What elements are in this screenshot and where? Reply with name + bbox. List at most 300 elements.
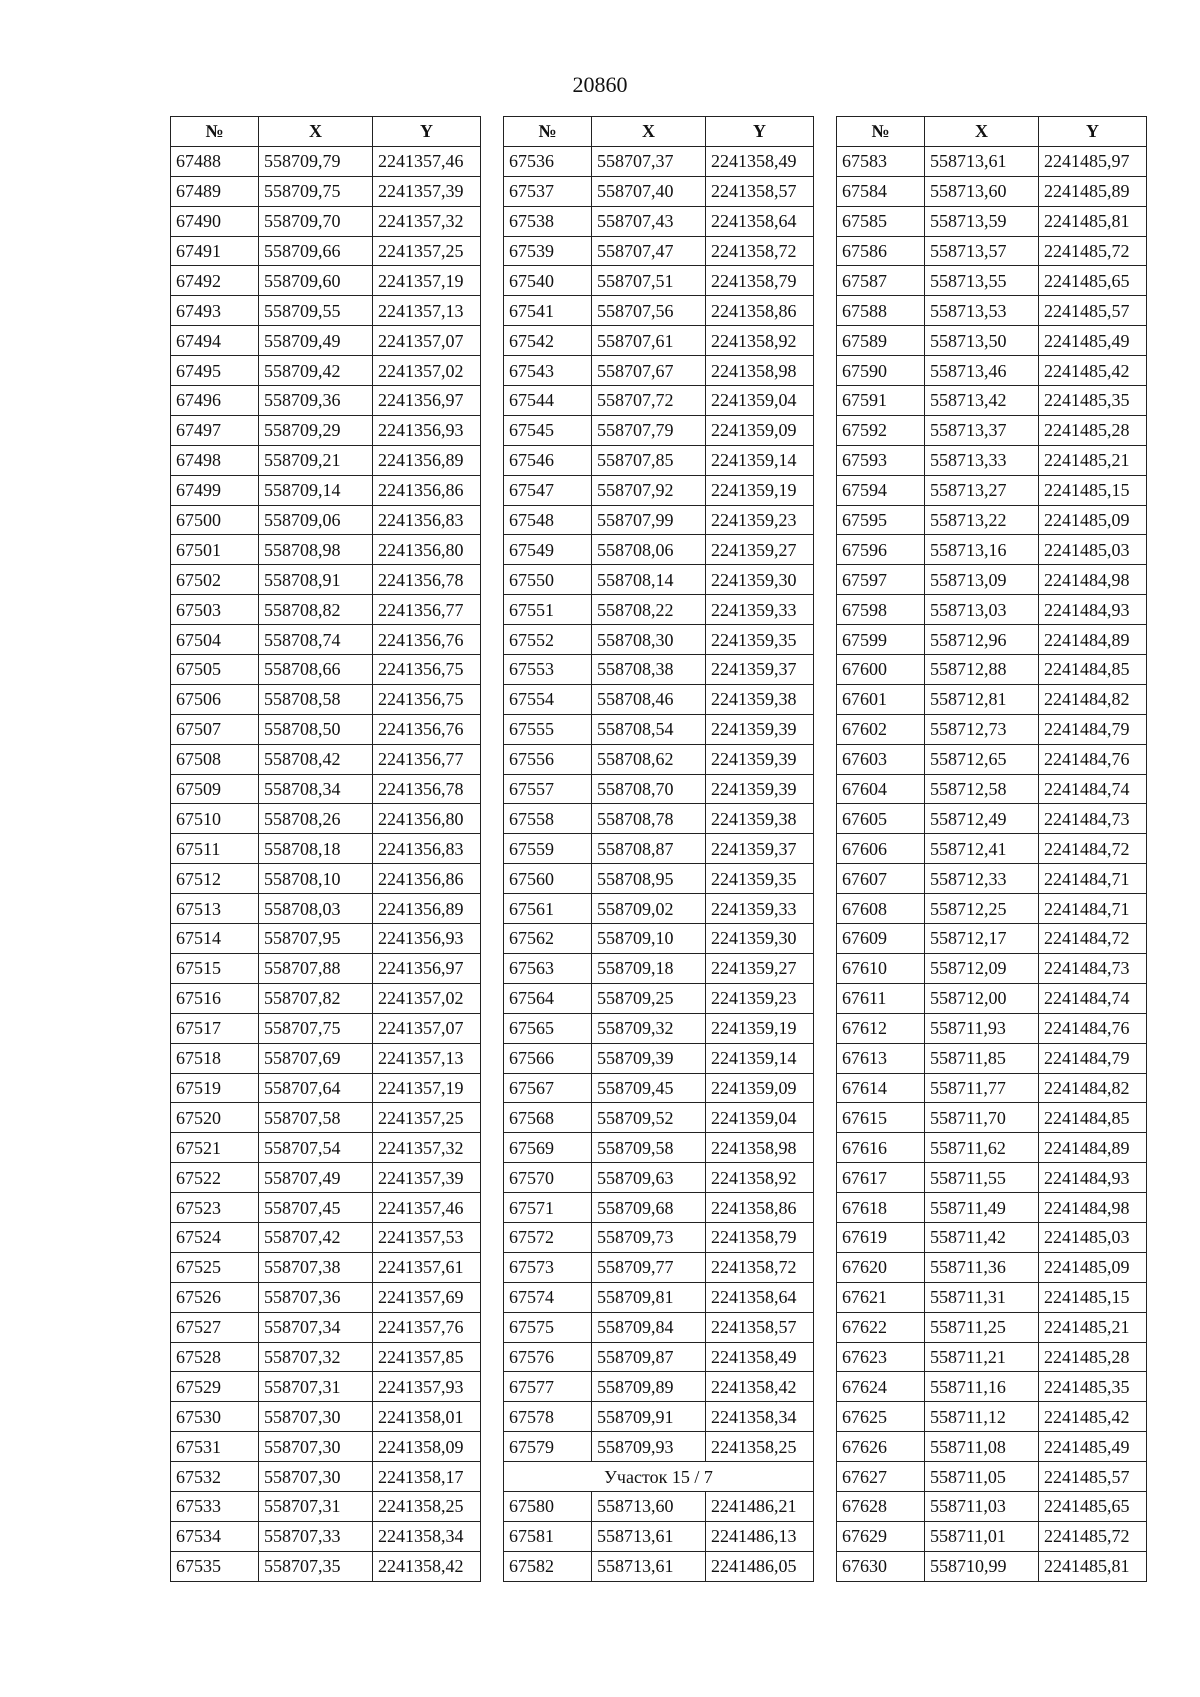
cell-y: 2241359,37 — [706, 655, 814, 685]
cell-x: 558708,50 — [259, 714, 373, 744]
cell-number: 67553 — [504, 655, 592, 685]
cell-x: 558709,81 — [592, 1282, 706, 1312]
cell-x: 558713,61 — [925, 146, 1039, 176]
cell-x: 558708,87 — [592, 834, 706, 864]
cell-y: 2241484,98 — [1039, 565, 1147, 595]
table-row — [504, 1163, 814, 1193]
cell-number: 67572 — [504, 1222, 592, 1252]
cell-y: 2241359,14 — [706, 1043, 814, 1073]
cell-number: 67497 — [171, 415, 259, 445]
header-x: X — [259, 117, 373, 147]
cell-y: 2241485,42 — [1039, 356, 1147, 386]
table-row — [837, 1551, 1147, 1581]
cell-x: 558713,61 — [592, 1521, 706, 1551]
cell-number: 67568 — [504, 1103, 592, 1133]
cell-number: 67564 — [504, 983, 592, 1013]
table-row — [171, 894, 481, 924]
cell-y: 2241358,92 — [706, 1163, 814, 1193]
cell-y: 2241356,78 — [373, 774, 481, 804]
cell-x: 558708,22 — [592, 595, 706, 625]
table-row — [504, 445, 814, 475]
cell-x: 558708,66 — [259, 655, 373, 685]
cell-x: 558708,30 — [592, 625, 706, 655]
table-row — [504, 206, 814, 236]
cell-x: 558707,64 — [259, 1073, 373, 1103]
cell-number: 67615 — [837, 1103, 925, 1133]
cell-number: 67504 — [171, 625, 259, 655]
table-row — [504, 834, 814, 864]
table-row — [837, 655, 1147, 685]
cell-x: 558710,99 — [925, 1551, 1039, 1581]
cell-y: 2241484,73 — [1039, 953, 1147, 983]
table-row — [171, 386, 481, 416]
cell-x: 558711,85 — [925, 1043, 1039, 1073]
cell-number: 67570 — [504, 1163, 592, 1193]
table-row — [837, 266, 1147, 296]
cell-y: 2241484,76 — [1039, 1013, 1147, 1043]
table-row — [504, 565, 814, 595]
cell-number: 67620 — [837, 1252, 925, 1282]
table-row — [504, 1342, 814, 1372]
cell-number: 67513 — [171, 894, 259, 924]
cell-number: 67611 — [837, 983, 925, 1013]
table-header-row — [504, 117, 814, 147]
cell-number: 67574 — [504, 1282, 592, 1312]
cell-y: 2241358,25 — [373, 1491, 481, 1521]
cell-number: 67593 — [837, 445, 925, 475]
cell-number: 67594 — [837, 475, 925, 505]
cell-x: 558709,58 — [592, 1133, 706, 1163]
cell-x: 558708,54 — [592, 714, 706, 744]
cell-number: 67522 — [171, 1163, 259, 1193]
coordinates-table-1 — [170, 116, 481, 1582]
cell-number: 67573 — [504, 1252, 592, 1282]
cell-number: 67499 — [171, 475, 259, 505]
cell-y: 2241358,92 — [706, 326, 814, 356]
table-row — [837, 445, 1147, 475]
cell-x: 558711,55 — [925, 1163, 1039, 1193]
cell-number: 67521 — [171, 1133, 259, 1163]
table-row — [837, 565, 1147, 595]
cell-x: 558709,68 — [592, 1193, 706, 1223]
table-row — [504, 983, 814, 1013]
cell-y: 2241357,25 — [373, 236, 481, 266]
table-row — [837, 744, 1147, 774]
header-number: № — [171, 117, 259, 147]
table-row — [171, 565, 481, 595]
cell-y: 2241359,33 — [706, 894, 814, 924]
table-row — [837, 1462, 1147, 1492]
table-row — [504, 1133, 814, 1163]
table-row — [837, 1521, 1147, 1551]
cell-number: 67510 — [171, 804, 259, 834]
table-row — [837, 1103, 1147, 1133]
cell-x: 558708,95 — [592, 864, 706, 894]
cell-number: 67552 — [504, 625, 592, 655]
cell-y: 2241359,38 — [706, 804, 814, 834]
table-row — [504, 535, 814, 565]
cell-number: 67617 — [837, 1163, 925, 1193]
cell-y: 2241485,65 — [1039, 266, 1147, 296]
cell-number: 67529 — [171, 1372, 259, 1402]
table-row — [171, 684, 481, 714]
cell-number: 67537 — [504, 176, 592, 206]
table-row — [171, 445, 481, 475]
header-number: № — [837, 117, 925, 147]
cell-number: 67626 — [837, 1432, 925, 1462]
cell-x: 558711,03 — [925, 1491, 1039, 1521]
cell-y: 2241356,78 — [373, 565, 481, 595]
cell-number: 67534 — [171, 1521, 259, 1551]
table-row — [837, 625, 1147, 655]
cell-x: 558708,26 — [259, 804, 373, 834]
table-row — [504, 386, 814, 416]
table-row — [837, 1222, 1147, 1252]
cell-x: 558713,27 — [925, 475, 1039, 505]
table-row — [504, 415, 814, 445]
cell-y: 2241484,72 — [1039, 834, 1147, 864]
cell-x: 558712,41 — [925, 834, 1039, 864]
cell-x: 558713,53 — [925, 296, 1039, 326]
table-row — [837, 953, 1147, 983]
cell-x: 558707,69 — [259, 1043, 373, 1073]
table-row — [171, 804, 481, 834]
table-row — [171, 595, 481, 625]
cell-y: 2241357,61 — [373, 1252, 481, 1282]
cell-number: 67549 — [504, 535, 592, 565]
table-row — [837, 1043, 1147, 1073]
cell-number: 67514 — [171, 924, 259, 954]
header-x: X — [925, 117, 1039, 147]
table-row — [171, 415, 481, 445]
table-header-row — [171, 117, 481, 147]
cell-y: 2241484,93 — [1039, 595, 1147, 625]
cell-number: 67503 — [171, 595, 259, 625]
cell-number: 67583 — [837, 146, 925, 176]
cell-x: 558707,85 — [592, 445, 706, 475]
cell-x: 558707,30 — [259, 1432, 373, 1462]
cell-x: 558709,89 — [592, 1372, 706, 1402]
cell-y: 2241485,57 — [1039, 296, 1147, 326]
cell-x: 558707,82 — [259, 983, 373, 1013]
cell-y: 2241357,93 — [373, 1372, 481, 1402]
cell-y: 2241358,72 — [706, 1252, 814, 1282]
table-row — [504, 1222, 814, 1252]
cell-y: 2241359,23 — [706, 505, 814, 535]
cell-x: 558708,18 — [259, 834, 373, 864]
cell-x: 558713,42 — [925, 386, 1039, 416]
cell-y: 2241359,39 — [706, 714, 814, 744]
cell-y: 2241358,79 — [706, 1222, 814, 1252]
cell-x: 558712,73 — [925, 714, 1039, 744]
cell-y: 2241358,17 — [373, 1462, 481, 1492]
cell-number: 67606 — [837, 834, 925, 864]
cell-y: 2241356,76 — [373, 625, 481, 655]
table-row — [837, 774, 1147, 804]
cell-number: 67530 — [171, 1402, 259, 1432]
cell-x: 558713,55 — [925, 266, 1039, 296]
table-row — [504, 236, 814, 266]
cell-number: 67586 — [837, 236, 925, 266]
table-row — [504, 1043, 814, 1073]
cell-x: 558709,42 — [259, 356, 373, 386]
table-row — [504, 475, 814, 505]
cell-number: 67579 — [504, 1432, 592, 1462]
table-row — [837, 356, 1147, 386]
cell-x: 558711,12 — [925, 1402, 1039, 1432]
table-row — [837, 924, 1147, 954]
table-row — [504, 1372, 814, 1402]
cell-y: 2241359,27 — [706, 535, 814, 565]
cell-y: 2241358,86 — [706, 1193, 814, 1223]
cell-number: 67496 — [171, 386, 259, 416]
cell-y: 2241484,74 — [1039, 983, 1147, 1013]
cell-number: 67509 — [171, 774, 259, 804]
cell-number: 67550 — [504, 565, 592, 595]
cell-y: 2241357,46 — [373, 146, 481, 176]
cell-number: 67614 — [837, 1073, 925, 1103]
cell-number: 67494 — [171, 326, 259, 356]
cell-y: 2241485,15 — [1039, 475, 1147, 505]
cell-number: 67557 — [504, 774, 592, 804]
cell-number: 67585 — [837, 206, 925, 236]
cell-x: 558709,29 — [259, 415, 373, 445]
table-row — [837, 804, 1147, 834]
cell-number: 67517 — [171, 1013, 259, 1043]
cell-number: 67571 — [504, 1193, 592, 1223]
cell-y: 2241359,19 — [706, 1013, 814, 1043]
cell-y: 2241358,98 — [706, 1133, 814, 1163]
cell-y: 2241359,19 — [706, 475, 814, 505]
cell-x: 558712,88 — [925, 655, 1039, 685]
cell-y: 2241485,57 — [1039, 1462, 1147, 1492]
table-row — [504, 1432, 814, 1462]
table-row — [171, 1193, 481, 1223]
table-row — [837, 1342, 1147, 1372]
cell-y: 2241484,85 — [1039, 655, 1147, 685]
cell-number: 67501 — [171, 535, 259, 565]
cell-number: 67609 — [837, 924, 925, 954]
cell-x: 558713,33 — [925, 445, 1039, 475]
cell-y: 2241358,86 — [706, 296, 814, 326]
cell-number: 67597 — [837, 565, 925, 595]
cell-y: 2241357,32 — [373, 206, 481, 236]
cell-number: 67624 — [837, 1372, 925, 1402]
table-row — [504, 1252, 814, 1282]
cell-y: 2241485,89 — [1039, 176, 1147, 206]
table-header-row — [837, 117, 1147, 147]
table-row — [171, 1342, 481, 1372]
cell-x: 558709,18 — [592, 953, 706, 983]
cell-y: 2241356,89 — [373, 445, 481, 475]
cell-x: 558707,51 — [592, 266, 706, 296]
cell-x: 558708,74 — [259, 625, 373, 655]
cell-x: 558709,66 — [259, 236, 373, 266]
cell-x: 558713,22 — [925, 505, 1039, 535]
cell-y: 2241485,49 — [1039, 326, 1147, 356]
table-row — [171, 1163, 481, 1193]
cell-y: 2241484,72 — [1039, 924, 1147, 954]
cell-number: 67587 — [837, 266, 925, 296]
cell-number: 67629 — [837, 1521, 925, 1551]
cell-x: 558712,58 — [925, 774, 1039, 804]
table-row — [171, 356, 481, 386]
cell-number: 67604 — [837, 774, 925, 804]
cell-number: 67525 — [171, 1252, 259, 1282]
cell-number: 67515 — [171, 953, 259, 983]
table-row — [171, 864, 481, 894]
cell-x: 558708,38 — [592, 655, 706, 685]
cell-y: 2241356,83 — [373, 505, 481, 535]
cell-x: 558711,08 — [925, 1432, 1039, 1462]
cell-x: 558713,46 — [925, 356, 1039, 386]
cell-x: 558707,67 — [592, 356, 706, 386]
cell-y: 2241358,34 — [373, 1521, 481, 1551]
cell-y: 2241485,81 — [1039, 206, 1147, 236]
table-row — [504, 864, 814, 894]
cell-x: 558709,75 — [259, 176, 373, 206]
table-row — [171, 1222, 481, 1252]
cell-x: 558711,16 — [925, 1372, 1039, 1402]
cell-y: 2241359,35 — [706, 864, 814, 894]
table-row — [837, 595, 1147, 625]
cell-x: 558708,62 — [592, 744, 706, 774]
cell-y: 2241359,39 — [706, 774, 814, 804]
cell-y: 2241358,49 — [706, 146, 814, 176]
cell-y: 2241485,72 — [1039, 1521, 1147, 1551]
cell-y: 2241484,76 — [1039, 744, 1147, 774]
cell-x: 558712,81 — [925, 684, 1039, 714]
cell-x: 558711,05 — [925, 1462, 1039, 1492]
cell-number: 67577 — [504, 1372, 592, 1402]
table-row — [171, 1432, 481, 1462]
table-row — [171, 326, 481, 356]
cell-y: 2241359,39 — [706, 744, 814, 774]
cell-number: 67541 — [504, 296, 592, 326]
cell-y: 2241358,09 — [373, 1432, 481, 1462]
cell-x: 558708,14 — [592, 565, 706, 595]
cell-number: 67558 — [504, 804, 592, 834]
table-row — [837, 236, 1147, 266]
page-number: 20860 — [572, 72, 628, 97]
cell-number: 67556 — [504, 744, 592, 774]
cell-y: 2241357,19 — [373, 266, 481, 296]
table-row — [504, 1521, 814, 1551]
cell-x: 558709,77 — [592, 1252, 706, 1282]
cell-x: 558712,96 — [925, 625, 1039, 655]
table-row — [837, 535, 1147, 565]
table-row — [837, 296, 1147, 326]
cell-x: 558713,37 — [925, 415, 1039, 445]
cell-y: 2241359,23 — [706, 983, 814, 1013]
cell-number: 67562 — [504, 924, 592, 954]
table-row — [171, 505, 481, 535]
cell-x: 558711,01 — [925, 1521, 1039, 1551]
cell-x: 558708,06 — [592, 535, 706, 565]
table-row — [171, 146, 481, 176]
cell-y: 2241359,04 — [706, 386, 814, 416]
table-row — [504, 356, 814, 386]
table-row — [504, 924, 814, 954]
cell-y: 2241359,35 — [706, 625, 814, 655]
cell-number: 67533 — [171, 1491, 259, 1521]
table-row — [837, 983, 1147, 1013]
table-row — [504, 505, 814, 535]
cell-x: 558711,93 — [925, 1013, 1039, 1043]
cell-number: 67536 — [504, 146, 592, 176]
table-row — [171, 1013, 481, 1043]
table-row — [171, 1103, 481, 1133]
cell-x: 558707,40 — [592, 176, 706, 206]
cell-number: 67540 — [504, 266, 592, 296]
table-row — [837, 386, 1147, 416]
cell-x: 558708,46 — [592, 684, 706, 714]
cell-x: 558709,25 — [592, 983, 706, 1013]
table-row — [171, 206, 481, 236]
table-row — [171, 1133, 481, 1163]
cell-x: 558713,59 — [925, 206, 1039, 236]
cell-number: 67526 — [171, 1282, 259, 1312]
cell-x: 558709,84 — [592, 1312, 706, 1342]
cell-x: 558707,88 — [259, 953, 373, 983]
cell-y: 2241356,75 — [373, 684, 481, 714]
table-row — [837, 1282, 1147, 1312]
cell-y: 2241358,49 — [706, 1342, 814, 1372]
cell-y: 2241356,97 — [373, 386, 481, 416]
cell-x: 558709,02 — [592, 894, 706, 924]
table-row — [837, 326, 1147, 356]
cell-y: 2241359,30 — [706, 924, 814, 954]
cell-y: 2241485,21 — [1039, 445, 1147, 475]
cell-y: 2241356,93 — [373, 924, 481, 954]
cell-y: 2241356,86 — [373, 864, 481, 894]
cell-x: 558713,09 — [925, 565, 1039, 595]
cell-number: 67600 — [837, 655, 925, 685]
cell-y: 2241357,13 — [373, 296, 481, 326]
table-row — [837, 1402, 1147, 1432]
cell-x: 558712,09 — [925, 953, 1039, 983]
cell-x: 558709,10 — [592, 924, 706, 954]
table-row — [171, 1043, 481, 1073]
table-row — [837, 1163, 1147, 1193]
table-row — [837, 415, 1147, 445]
cell-number: 67524 — [171, 1222, 259, 1252]
cell-y: 2241485,42 — [1039, 1402, 1147, 1432]
cell-number: 67493 — [171, 296, 259, 326]
cell-y: 2241359,33 — [706, 595, 814, 625]
table-row — [504, 1282, 814, 1312]
table-row — [837, 475, 1147, 505]
table-row — [171, 625, 481, 655]
table-row — [171, 176, 481, 206]
cell-number: 67527 — [171, 1312, 259, 1342]
cell-number: 67595 — [837, 505, 925, 535]
cell-number: 67567 — [504, 1073, 592, 1103]
cell-x: 558708,78 — [592, 804, 706, 834]
cell-y: 2241484,71 — [1039, 894, 1147, 924]
cell-x: 558711,25 — [925, 1312, 1039, 1342]
cell-y: 2241359,27 — [706, 953, 814, 983]
cell-number: 67506 — [171, 684, 259, 714]
cell-x: 558707,33 — [259, 1521, 373, 1551]
table-row — [504, 176, 814, 206]
table-row — [171, 1252, 481, 1282]
cell-x: 558709,55 — [259, 296, 373, 326]
cell-x: 558711,49 — [925, 1193, 1039, 1223]
table-row — [171, 475, 481, 505]
cell-number: 67561 — [504, 894, 592, 924]
cell-number: 67505 — [171, 655, 259, 685]
